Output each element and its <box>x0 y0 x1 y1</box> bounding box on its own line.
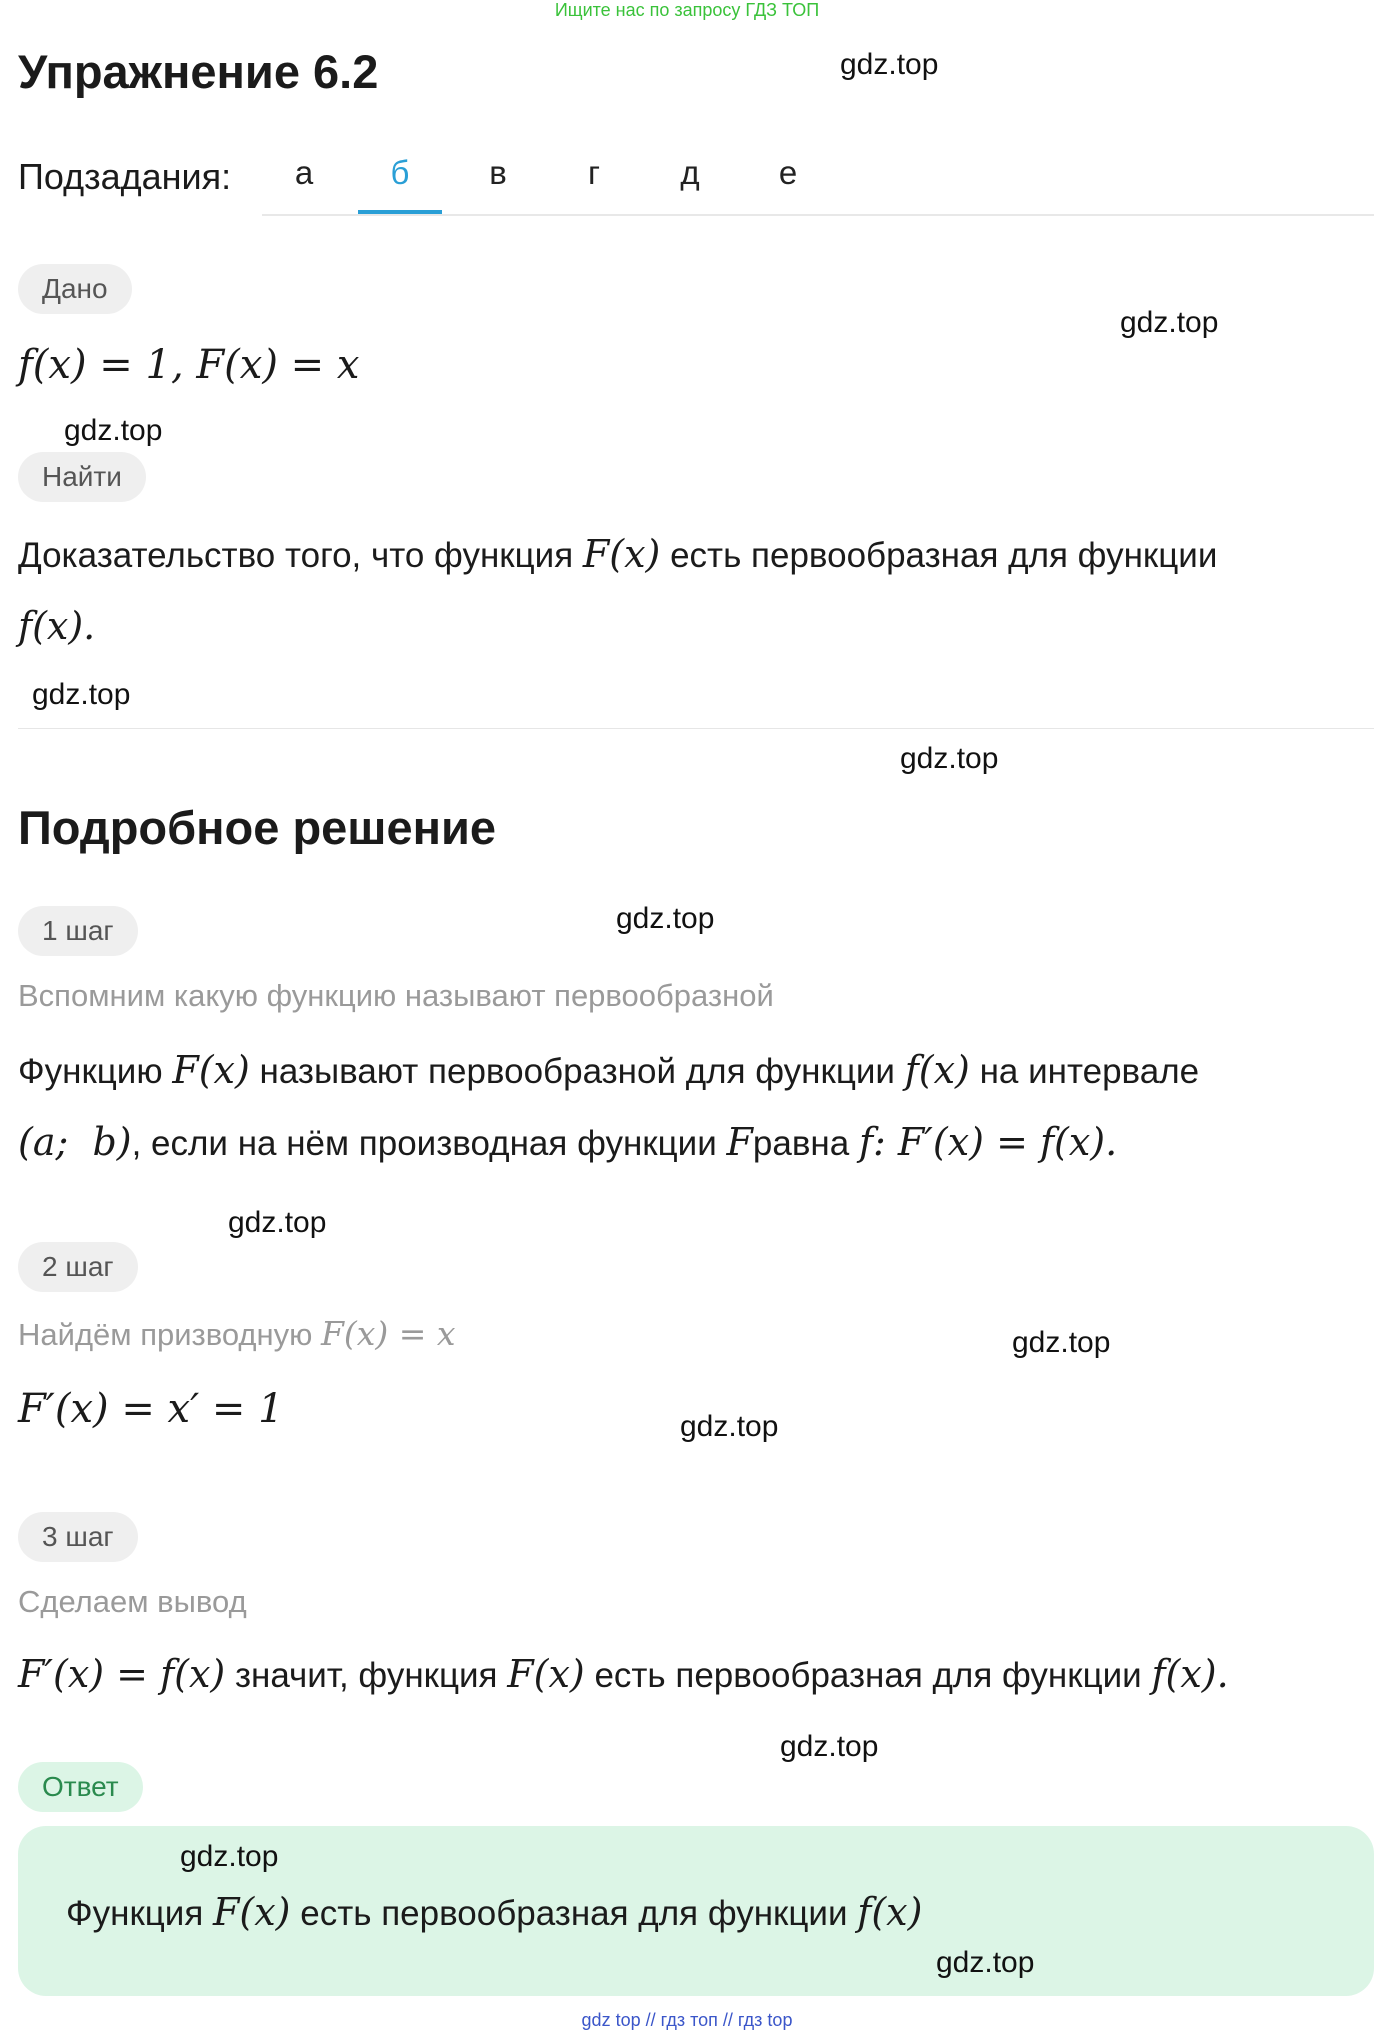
divider <box>18 728 1374 729</box>
step1-text-a: Функцию <box>18 1052 163 1091</box>
watermark: gdz.top <box>840 48 939 81</box>
step3-text-b: есть первообразная для функции <box>594 1656 1142 1695</box>
step1-line2 <box>18 1120 1117 1164</box>
find-f: f(x). <box>18 604 96 648</box>
find-text-before: Доказательство того, что функция <box>18 536 574 575</box>
tab-e[interactable]: е <box>778 154 798 191</box>
find-badge: Найти <box>18 452 146 502</box>
step3-hint: Сделаем вывод <box>18 1584 247 1619</box>
step3-line <box>18 1652 1229 1696</box>
answer-text <box>66 1890 922 1934</box>
tab-g[interactable]: г <box>587 154 601 191</box>
subtasks-tabs <box>262 140 1374 216</box>
step2-badge: 2 шаг <box>18 1242 138 1292</box>
answer-F: F(x) <box>213 1890 291 1934</box>
answer-badge: Ответ <box>18 1762 143 1812</box>
watermark: gdz.top <box>64 414 163 447</box>
find-text-after: есть первообразная для функции <box>670 536 1218 575</box>
watermark: gdz.top <box>936 1946 1035 1979</box>
step2-formula: F′(x) = x′ = 1 <box>18 1386 284 1432</box>
tab-b[interactable]: б <box>358 154 442 214</box>
step1-text-b: называют первообразной для функции <box>259 1052 895 1091</box>
step2-hint: Найдём призводную <box>18 1317 313 1352</box>
subtasks-label: Подзадания: <box>18 156 232 197</box>
step1-interval: (a; b) <box>18 1120 132 1164</box>
answer-text-a: Функция <box>66 1894 204 1933</box>
watermark: gdz.top <box>32 678 131 711</box>
given-badge: Дано <box>18 264 132 314</box>
step1-f2: f <box>858 1120 874 1164</box>
step1-hint: Вспомним какую функцию называют первообразной <box>18 978 774 1013</box>
step3-formula: F′(x) = f(x) <box>18 1652 226 1696</box>
watermark: gdz.top <box>616 902 715 935</box>
step3-f: f(x). <box>1151 1652 1229 1696</box>
step1-F: F(x) <box>172 1048 250 1092</box>
step1-text-d: , если на нём производная функции <box>131 1124 717 1163</box>
page-title: Упражнение 6.2 <box>18 45 379 98</box>
step1-F2: F <box>726 1120 753 1164</box>
step2-hint-line <box>18 1314 456 1353</box>
find-F: F(x) <box>582 532 661 576</box>
footer-note: gdz top // гдз топ // гдз top <box>581 2010 793 2030</box>
solution-heading: Подробное решение <box>18 801 497 854</box>
watermark: gdz.top <box>1120 306 1219 339</box>
tab-a[interactable]: а <box>294 154 314 191</box>
answer-text-b: есть первообразная для функции <box>300 1894 848 1933</box>
step3-badge: 3 шаг <box>18 1512 138 1562</box>
tab-v[interactable]: в <box>489 154 507 191</box>
watermark: gdz.top <box>180 1840 279 1873</box>
watermark: gdz.top <box>228 1206 327 1239</box>
watermark: gdz.top <box>1012 1326 1111 1359</box>
step1-text-e: равна <box>752 1124 850 1163</box>
step1-line1 <box>18 1048 1199 1092</box>
watermark: gdz.top <box>680 1410 779 1443</box>
step1-text-c: на интервале <box>979 1052 1200 1091</box>
step1-derivative-formula: : F′(x) = f(x). <box>873 1120 1118 1164</box>
tab-d[interactable]: д <box>680 154 700 191</box>
find-line1 <box>18 532 1217 576</box>
step3-F: F(x) <box>507 1652 585 1696</box>
step2-hint-math: F(x) = x <box>321 1314 456 1353</box>
watermark: gdz.top <box>900 742 999 775</box>
answer-f: f(x) <box>857 1890 923 1934</box>
top-search-note: Ищите нас по запросу ГДЗ ТОП <box>554 0 820 20</box>
step3-text-a: значит, функция <box>234 1656 498 1695</box>
step1-badge: 1 шаг <box>18 906 138 956</box>
given-formula: f(x) = 1, F(x) = x <box>18 342 360 388</box>
step1-f: f(x) <box>904 1048 970 1092</box>
watermark: gdz.top <box>780 1730 879 1763</box>
